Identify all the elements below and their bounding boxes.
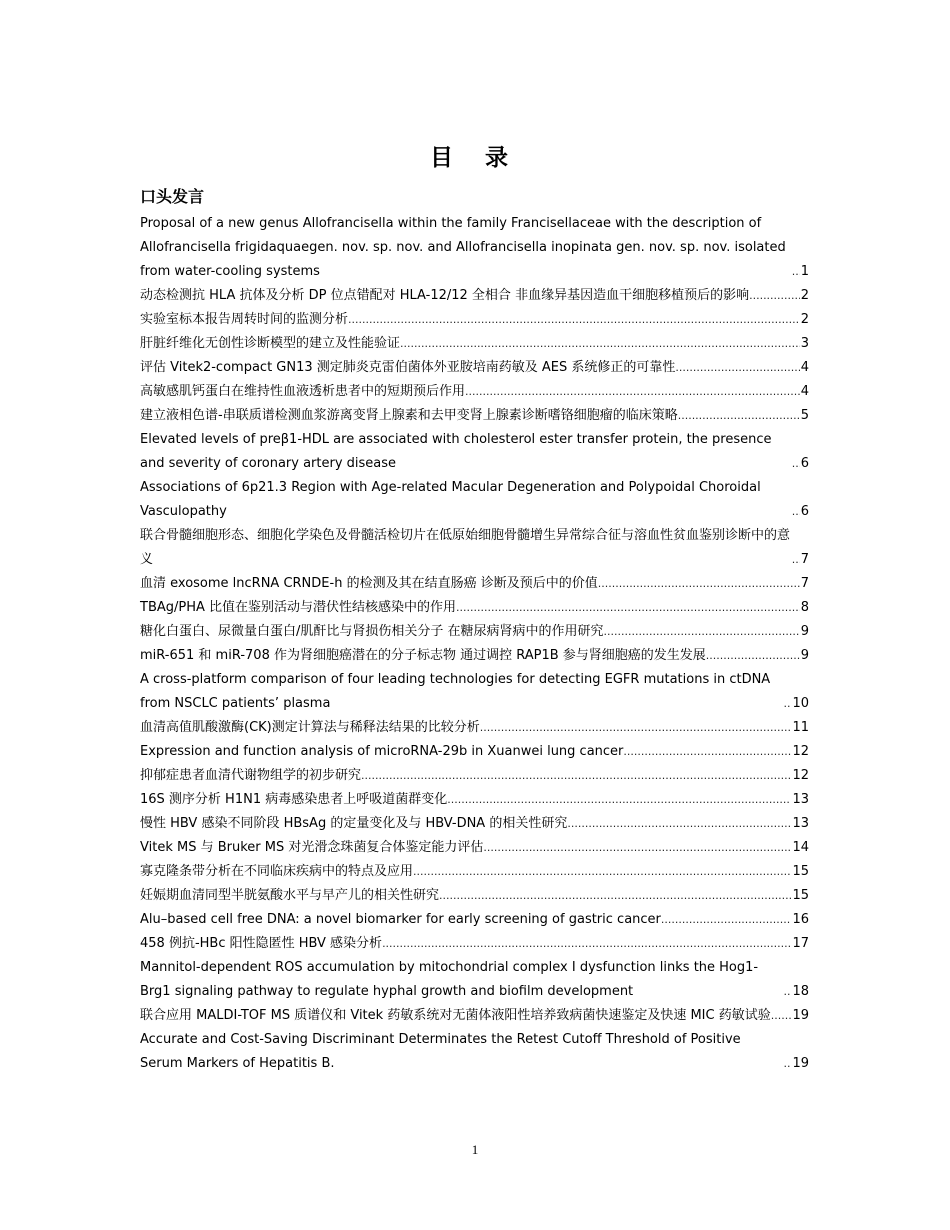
toc-entry[interactable] [140,884,809,908]
toc-entry[interactable] [140,908,809,932]
toc-entry[interactable] [140,740,809,764]
dot-leader [400,332,800,356]
toc-entry-page: 6 [800,456,809,471]
table-of-contents [140,212,809,1076]
toc-entry[interactable] [140,836,809,860]
toc-entry-title: Vitek MS 与 Bruker MS 对光滑念珠菌复合体鉴定能力评估 [140,840,484,855]
toc-entry-page: 16 [792,912,809,927]
dot-leader [783,1052,791,1076]
toc-entry-title: 联合骨髓细胞形态、细胞化学染色及骨髓活检切片在低原始细胞骨髓增生异常综合征与溶血性贫血鉴别诊断中的意义 [140,528,791,567]
dot-leader [661,908,792,932]
section-heading: 口头发言 [140,187,205,206]
toc-entry-title: Associations of 6p21.3 Region with Age-related Macular Degeneration and Polypoidal Choroidal Vasculopathy [140,480,761,519]
toc-entry-page: 4 [800,384,809,399]
toc-entry[interactable] [140,1028,809,1076]
dot-leader [361,764,791,788]
toc-entry-page: 9 [800,624,809,639]
toc-entry-page: 6 [800,504,809,519]
toc-entry[interactable] [140,572,809,596]
toc-entry-title: 肝脏纤维化无创性诊断模型的建立及性能验证 [140,336,401,351]
dot-leader [783,692,791,716]
dot-leader [598,572,800,596]
toc-entry-page: 1 [800,264,809,279]
toc-entry-title: 16S 测序分析 H1N1 病毒感染患者上呼吸道菌群变化 [140,792,448,807]
toc-entry[interactable] [140,476,809,524]
dot-leader [483,836,791,860]
toc-entry-title: Proposal of a new genus Allofrancisella within the family Francisellaceae with the description of Allofrancisella frigidaquaegen. nov. sp. nov. and Allofrancisella inopinata gen. nov. sp. nov. isolated from water-cooling systems [140,216,786,279]
dot-leader [792,260,800,284]
toc-entry[interactable] [140,620,809,644]
dot-leader [439,884,791,908]
toc-entry-page: 15 [792,864,809,879]
toc-entry-title: miR-651 和 miR-708 作为肾细胞癌潜在的分子标志物 通过调控 RAP1B 参与肾细胞癌的发生发展 [140,648,706,663]
toc-entry[interactable] [140,428,809,476]
dot-leader [792,548,800,572]
dot-leader [675,356,799,380]
toc-entry[interactable] [140,308,809,332]
dot-leader [678,404,800,428]
toc-entry-title: A cross-platform comparison of four leading technologies for detecting EGFR mutations in ctDNA from NSCLC patients’ plasma [140,672,771,711]
toc-entry[interactable] [140,932,809,956]
toc-entry[interactable] [140,788,809,812]
toc-entry[interactable] [140,380,809,404]
toc-entry[interactable] [140,812,809,836]
toc-entry[interactable] [140,356,809,380]
dot-leader [567,812,791,836]
toc-entry-title: 寡克隆条带分析在不同临床疾病中的特点及应用 [140,864,414,879]
toc-entry-page: 2 [800,288,809,303]
toc-entry[interactable] [140,860,809,884]
dot-leader [465,380,800,404]
toc-entry[interactable] [140,332,809,356]
toc-entry-page: 4 [800,360,809,375]
toc-entry-title: 血清高值肌酸激酶(CK)测定计算法与稀释法结果的比较分析 [140,720,480,735]
dot-leader [706,644,800,668]
toc-entry-page: 7 [800,552,809,567]
toc-entry-title: Mannitol-dependent ROS accumulation by mitochondrial complex I dysfunction links the Hog1-Brg1 signaling pathway to regulate hyphal growth and biofilm development [140,960,759,999]
toc-entry-page: 5 [800,408,809,423]
toc-entry-title: Alu–based cell free DNA: a novel biomarker for early screening of gastric cancer [140,912,661,927]
dot-leader [456,596,800,620]
dot-leader [348,308,800,332]
toc-entry-page: 11 [792,720,809,735]
toc-entry-title: 抑郁症患者血清代谢物组学的初步研究 [140,768,362,783]
toc-entry-page: 3 [800,336,809,351]
page-number: 1 [471,1142,479,1157]
dot-leader [771,1004,792,1028]
toc-entry-title: Elevated levels of preβ1-HDL are associated with cholesterol ester transfer protein, the presence and severity of coronary artery disease [140,432,772,471]
dot-leader [792,500,800,524]
toc-entry-title: 评估 Vitek2-compact GN13 测定肺炎克雷伯菌体外亚胺培南药敏及 AES 系统修正的可靠性 [140,360,676,375]
toc-entry-title: 实验室标本报告周转时间的监测分析 [140,312,349,327]
toc-entry-title: 458 例抗-HBc 阳性隐匿性 HBV 感染分析 [140,936,383,951]
toc-entry-page: 9 [800,648,809,663]
toc-entry-title: 妊娠期血清同型半胱氨酸水平与早产儿的相关性研究 [140,888,440,903]
toc-entry-title: 慢性 HBV 感染不同阶段 HBsAg 的定量变化及与 HBV-DNA 的相关性研究 [140,816,568,831]
toc-entry[interactable] [140,956,809,1004]
dot-leader [480,716,792,740]
toc-entry-title: 动态检测抗 HLA 抗体及分析 DP 位点错配对 HLA-12/12 全相合 非血缘异基因造血干细胞移植预后的影响 [140,288,750,303]
toc-entry-title: 血清 exosome lncRNA CRNDE-h 的检测及其在结直肠癌 诊断及预后中的价值 [140,576,598,591]
toc-entry[interactable] [140,524,809,572]
toc-entry-page: 19 [792,1008,809,1023]
toc-entry-page: 13 [792,816,809,831]
toc-entry[interactable] [140,764,809,788]
toc-entry[interactable] [140,716,809,740]
dot-leader [783,980,791,1004]
page-title: 目 录 [429,145,520,171]
dot-leader [382,932,791,956]
dot-leader [447,788,791,812]
toc-entry[interactable] [140,1004,809,1028]
toc-entry-page: 12 [792,768,809,783]
toc-entry-page: 17 [792,936,809,951]
toc-entry-page: 7 [800,576,809,591]
dot-leader [623,740,791,764]
toc-entry[interactable] [140,284,809,308]
dot-leader [413,860,791,884]
toc-entry-title: 高敏感肌钙蛋白在维持性血液透析患者中的短期预后作用 [140,384,466,399]
toc-entry-page: 18 [792,984,809,999]
toc-entry-page: 8 [800,600,809,615]
dot-leader [749,284,800,308]
toc-entry-title: 糖化白蛋白、尿微量白蛋白/肌酐比与肾损伤相关分子 在糖尿病肾病中的作用研究 [140,624,604,639]
toc-entry-page: 19 [792,1056,809,1071]
toc-entry[interactable] [140,668,809,716]
toc-entry[interactable] [140,212,809,284]
toc-entry[interactable] [140,644,809,668]
toc-entry[interactable] [140,404,809,428]
toc-entry-title: Accurate and Cost-Saving Discriminant Determinates the Retest Cutoff Threshold of Positive Serum Markers of Hepatitis B. [140,1032,741,1071]
toc-entry-title: 建立液相色谱-串联质谱检测血浆游离变肾上腺素和去甲变肾上腺素诊断嗜铬细胞瘤的临床策略 [140,408,678,423]
toc-entry-page: 14 [792,840,809,855]
toc-entry-page: 12 [792,744,809,759]
toc-entry-page: 2 [800,312,809,327]
toc-entry-page: 13 [792,792,809,807]
toc-entry-page: 10 [792,696,809,711]
toc-entry-title: TBAg/PHA 比值在鉴别活动与潜伏性结核感染中的作用 [140,600,457,615]
toc-entry-page: 15 [792,888,809,903]
dot-leader [792,452,800,476]
toc-entry-title: 联合应用 MALDI-TOF MS 质谱仪和 Vitek 药敏系统对无菌体液阳性培养致病菌快速鉴定及快速 MIC 药敏试验 [140,1008,771,1023]
dot-leader [604,620,800,644]
toc-entry[interactable] [140,596,809,620]
toc-entry-title: Expression and function analysis of microRNA-29b in Xuanwei lung cancer [140,744,624,759]
